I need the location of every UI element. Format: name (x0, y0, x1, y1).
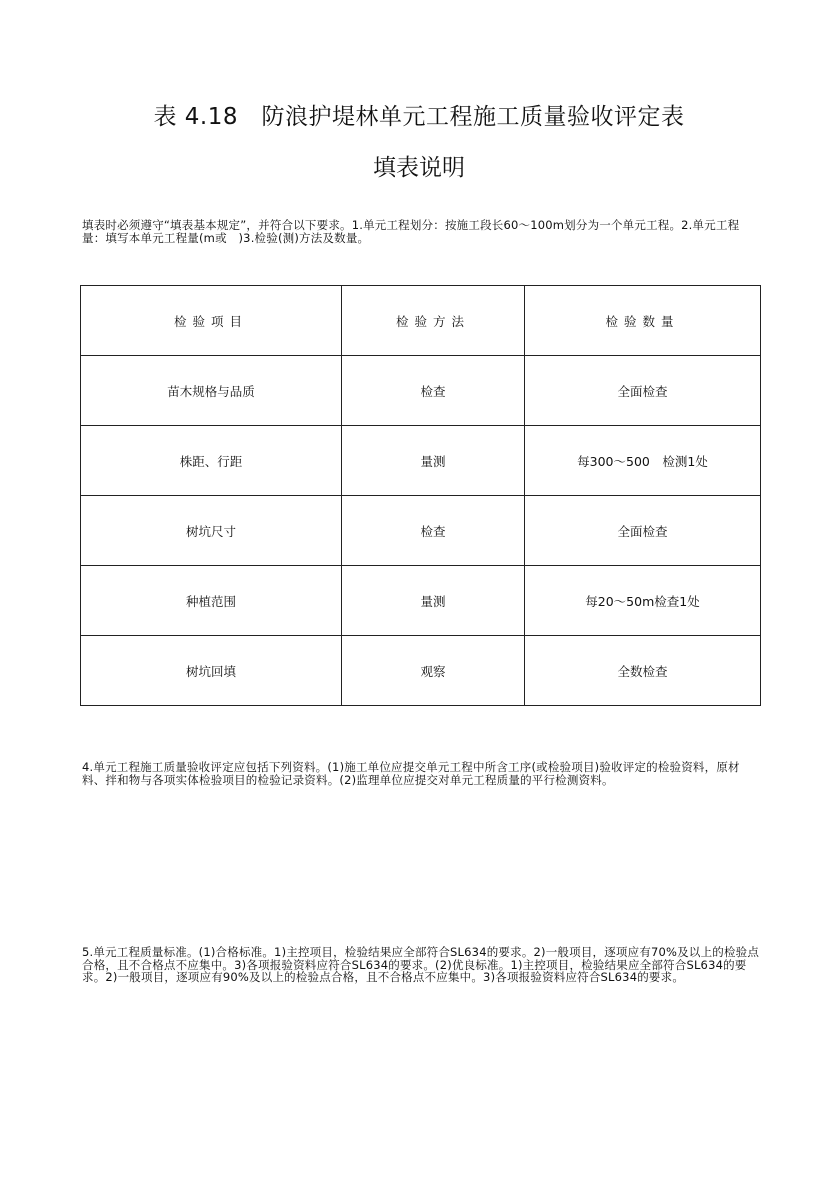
inspection-table (80, 285, 761, 706)
table-row (81, 496, 761, 566)
cell-item: 株距、行距 (81, 426, 342, 496)
cell-item: 种植范围 (81, 566, 342, 636)
cell-quantity: 每300～500 检测1处 (525, 426, 761, 496)
header-inspection-method: 检验方法 (342, 286, 525, 356)
cell-method: 量测 (342, 426, 525, 496)
table-row (81, 426, 761, 496)
table-row (81, 566, 761, 636)
page-title: 表 4.18 防浪护堤林单元工程施工质量验收评定表 (153, 104, 685, 130)
cell-item: 苗木规格与品质 (81, 356, 342, 426)
cell-item: 树坑尺寸 (81, 496, 342, 566)
table-row (81, 636, 761, 706)
header-inspection-item: 检验项目 (81, 286, 342, 356)
cell-quantity: 全面检查 (525, 356, 761, 426)
note-4-paragraph: 4.单元工程施工质量验收评定应包括下列资料。(1)施工单位应提交单元工程中所含工序(或检验项目)验收评定的检验资料，原材料、拌和物与各项实体检验项目的检验记录资料。(2)监理单位应提交对单元工程质量的平行检测资料。 (82, 760, 740, 787)
table-header-row (81, 286, 761, 356)
page-subtitle: 填表说明 (373, 155, 465, 181)
cell-item: 树坑回填 (81, 636, 342, 706)
cell-quantity: 全数检查 (525, 636, 761, 706)
note-5-paragraph: 5.单元工程质量标准。(1)合格标准。1)主控项目，检验结果应全部符合SL634的要求。2)一般项目，逐项应有70%及以上的检验点合格，且不合格点不应集中。3)各项报验资料应符合SL634的要求。(2)优良标准。1)主控项目，检验结果应全部符合SL634的要求。2)一般项目，逐项应有90%及以上的检验点合格，且不合格点不应集中。3)各项报验资料应符合SL634的要求。 (82, 945, 760, 984)
table-row (81, 356, 761, 426)
cell-method: 检查 (342, 496, 525, 566)
intro-paragraph: 填表时必须遵守“填表基本规定”，并符合以下要求。1.单元工程划分：按施工段长60～100m划分为一个单元工程。2.单元工程量：填写本单元工程量(m或 )3.检验(测)方法及数量。 (82, 218, 740, 245)
cell-quantity: 全面检查 (525, 496, 761, 566)
cell-method: 量测 (342, 566, 525, 636)
header-inspection-quantity: 检验数量 (525, 286, 761, 356)
cell-quantity: 每20～50m检查1处 (525, 566, 761, 636)
cell-method: 检查 (342, 356, 525, 426)
cell-method: 观察 (342, 636, 525, 706)
